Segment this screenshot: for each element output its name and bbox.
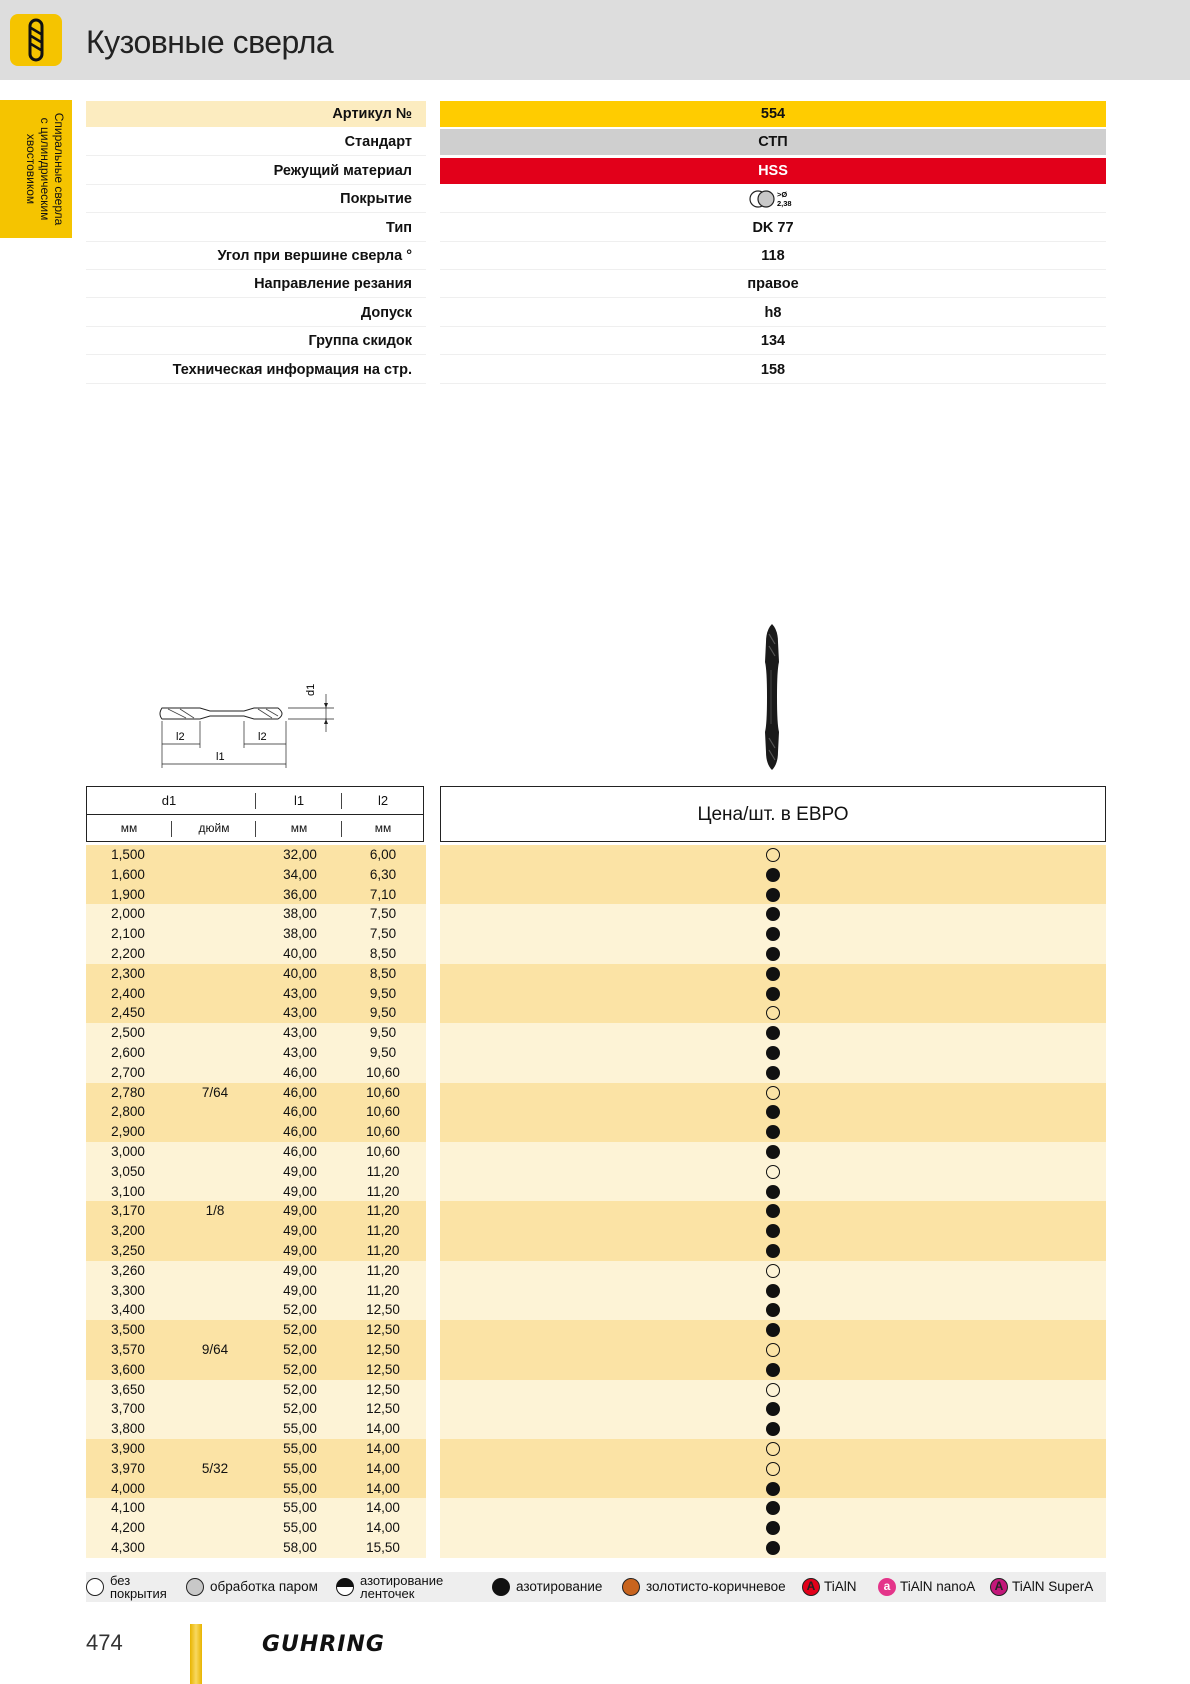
- diagram-l2-right-label: l2: [258, 731, 267, 743]
- table-row: [86, 1063, 1106, 1083]
- cell-d1-mm: 3,170: [111, 1203, 145, 1219]
- land-nitrided-icon: [336, 1578, 354, 1596]
- spec-row-angle: [86, 243, 1106, 271]
- table-row: [86, 984, 1106, 1004]
- th-rule: [87, 814, 423, 815]
- cell-l2: 14,00: [366, 1421, 400, 1437]
- spec-table: [86, 101, 1106, 385]
- cell-l1: 43,00: [283, 1025, 317, 1041]
- spec-row-standard: [86, 129, 1106, 157]
- spec-label: Артикул №: [86, 101, 426, 127]
- cell-l1: 55,00: [283, 1421, 317, 1437]
- cell-l2: 6,00: [369, 847, 397, 862]
- spec-row-material: [86, 158, 1106, 186]
- spec-value: 554: [440, 101, 1106, 127]
- table-row: [86, 1182, 1106, 1202]
- cell-d1-mm: 2,600: [111, 1044, 145, 1060]
- on-request-circle-icon: [766, 1264, 780, 1278]
- cell-d1-mm: 3,100: [111, 1183, 145, 1199]
- on-request-circle-icon: [766, 1383, 780, 1397]
- cell-l1: 46,00: [283, 1084, 317, 1100]
- spec-value: h8: [440, 300, 1106, 327]
- spec-value: 158: [440, 357, 1106, 384]
- legend-label: TiAlN nanoA: [900, 1579, 976, 1594]
- legend-item-tialn: [802, 1572, 886, 1602]
- in-stock-dot-icon: [766, 1363, 780, 1377]
- page-number: 474: [86, 1630, 123, 1655]
- legend-item-tialn-supera: [990, 1572, 1106, 1602]
- side-tab-line: Спиральные сверла: [52, 112, 66, 226]
- cell-l1: 32,00: [283, 847, 317, 862]
- cell-l1: 43,00: [283, 1005, 317, 1021]
- brand-logo: GUHRING: [262, 1632, 385, 1657]
- table-row: [86, 1340, 1106, 1360]
- cell-d1-mm: 3,500: [111, 1322, 145, 1338]
- spec-label: Техническая информация на стр.: [86, 357, 426, 384]
- in-stock-dot-icon: [766, 1521, 780, 1535]
- cell-l2: 11,20: [366, 1163, 400, 1179]
- cell-l1: 52,00: [283, 1401, 317, 1417]
- tialn-supera-icon: A: [990, 1578, 1008, 1596]
- table-row: [86, 1320, 1106, 1340]
- th-divider: [255, 821, 256, 837]
- cell-d1-mm: 3,200: [111, 1223, 145, 1239]
- legend-label: [110, 1574, 167, 1600]
- legend-item-gold-brown: [622, 1572, 802, 1602]
- spec-row-discount: [86, 328, 1106, 356]
- table-row: [86, 1399, 1106, 1419]
- drill-photo: [752, 622, 792, 772]
- table-row: [86, 1360, 1106, 1380]
- th-divider: [255, 793, 256, 809]
- cell-d1-inch: 7/64: [201, 1084, 229, 1100]
- cell-l1: 49,00: [283, 1262, 317, 1278]
- side-tab-line: хвостовиком: [24, 133, 38, 205]
- spec-label: Угол при вершине сверла °: [86, 243, 426, 270]
- spec-value-coating: [440, 186, 1106, 213]
- cell-l2: 9,50: [369, 1044, 397, 1060]
- cell-d1-mm: 3,700: [111, 1401, 145, 1417]
- cell-l1: 49,00: [283, 1203, 317, 1219]
- table-row: [86, 1102, 1106, 1122]
- th-divider: [341, 793, 342, 809]
- cell-d1-mm: 3,900: [111, 1440, 145, 1456]
- table-header-dimensions: [86, 786, 424, 842]
- cell-d1-mm: 2,780: [111, 1084, 145, 1100]
- in-stock-dot-icon: [766, 888, 780, 902]
- cell-l1: 43,00: [283, 1044, 317, 1060]
- cell-l2: 7,10: [369, 886, 397, 902]
- legend: [86, 1572, 1106, 1602]
- cell-l2: 8,50: [369, 965, 397, 981]
- legend-line: покрытия: [110, 1586, 167, 1601]
- diagram-d1-label: d1: [305, 683, 317, 696]
- legend-label: обработка паром: [210, 1579, 318, 1594]
- table-row: [86, 1281, 1106, 1301]
- table-row: [86, 1300, 1106, 1320]
- in-stock-dot-icon: [766, 1284, 780, 1298]
- cell-l1: 49,00: [283, 1183, 317, 1199]
- page-title: Кузовные сверла: [86, 24, 334, 60]
- cell-l1: 43,00: [283, 985, 317, 1001]
- cell-l2: 11,20: [366, 1282, 400, 1298]
- cell-d1-mm: 3,970: [111, 1460, 145, 1476]
- product-rows: [86, 845, 1106, 1558]
- in-stock-dot-icon: [766, 987, 780, 1001]
- cell-l1: 55,00: [283, 1460, 317, 1476]
- legend-label: азотирование: [516, 1579, 603, 1594]
- spec-row-type: [86, 215, 1106, 243]
- side-tab: [0, 100, 72, 238]
- table-row: [86, 1380, 1106, 1400]
- table-row: [86, 964, 1106, 984]
- cell-l1: 52,00: [283, 1341, 317, 1357]
- cell-l1: 36,00: [283, 886, 317, 902]
- cell-l2: 9,50: [369, 1005, 397, 1021]
- in-stock-dot-icon: [766, 947, 780, 961]
- legend-line: без: [110, 1573, 131, 1588]
- cell-d1-inch: 1/8: [205, 1203, 225, 1219]
- cell-l2: 6,30: [369, 866, 397, 882]
- in-stock-dot-icon: [766, 1482, 780, 1496]
- in-stock-dot-icon: [766, 1185, 780, 1199]
- cell-d1-mm: 3,800: [111, 1421, 145, 1437]
- table-row: [86, 845, 1106, 865]
- cell-l1: 49,00: [283, 1163, 317, 1179]
- th-inch: дюйм: [198, 821, 230, 835]
- spec-label: Группа скидок: [86, 328, 426, 355]
- spec-row-direction: [86, 271, 1106, 299]
- spec-value: HSS: [440, 158, 1106, 184]
- table-row: [86, 924, 1106, 944]
- cell-d1-mm: 3,000: [111, 1143, 145, 1159]
- th-mm: мм: [120, 821, 138, 835]
- drill-dimension-diagram: [154, 676, 364, 776]
- cell-l2: 15,50: [366, 1539, 400, 1555]
- cell-d1-mm: 3,570: [111, 1341, 145, 1357]
- cell-d1-mm: 1,500: [111, 847, 145, 862]
- cell-d1-mm: 3,250: [111, 1242, 145, 1258]
- table-row: [86, 1122, 1106, 1142]
- cell-d1-inch: 9/64: [201, 1341, 229, 1357]
- cell-l2: 10,60: [366, 1064, 400, 1080]
- table-row: [86, 885, 1106, 905]
- table-row: [86, 1201, 1106, 1221]
- gold-brown-icon: [622, 1578, 640, 1596]
- th-d1: d1: [161, 793, 177, 808]
- in-stock-dot-icon: [766, 1046, 780, 1060]
- table-row: [86, 1261, 1106, 1281]
- cell-l1: 34,00: [283, 866, 317, 882]
- table-row: [86, 1498, 1106, 1518]
- cell-l1: 55,00: [283, 1480, 317, 1496]
- legend-item-tialn-nanoa: [878, 1572, 990, 1602]
- spec-label: Режущий материал: [86, 158, 426, 185]
- in-stock-dot-icon: [766, 1244, 780, 1258]
- cell-l2: 14,00: [366, 1500, 400, 1516]
- cell-d1-mm: 4,100: [111, 1500, 145, 1516]
- cell-l2: 11,20: [366, 1262, 400, 1278]
- spec-row-article: [86, 101, 1106, 129]
- cell-d1-mm: 4,300: [111, 1539, 145, 1555]
- cell-l1: 46,00: [283, 1104, 317, 1120]
- table-row: [86, 1538, 1106, 1558]
- cell-l2: 12,50: [366, 1361, 400, 1377]
- cell-l2: 11,20: [366, 1223, 400, 1239]
- on-request-circle-icon: [766, 1442, 780, 1456]
- on-request-circle-icon: [766, 1343, 780, 1357]
- table-row: [86, 1241, 1106, 1261]
- cell-l2: 14,00: [366, 1460, 400, 1476]
- cell-l2: 14,00: [366, 1520, 400, 1536]
- nitrided-icon: [492, 1578, 510, 1596]
- cell-d1-mm: 4,200: [111, 1520, 145, 1536]
- cell-l1: 52,00: [283, 1302, 317, 1318]
- in-stock-dot-icon: [766, 967, 780, 981]
- cell-l1: 55,00: [283, 1520, 317, 1536]
- table-row: [86, 1162, 1106, 1182]
- spec-label: Направление резания: [86, 271, 426, 298]
- side-tab-text: [6, 104, 66, 234]
- cell-l2: 10,60: [366, 1124, 400, 1140]
- cell-d1-mm: 2,800: [111, 1104, 145, 1120]
- cell-d1-mm: 3,400: [111, 1302, 145, 1318]
- uncoated-icon: [86, 1578, 104, 1596]
- cell-l2: 12,50: [366, 1381, 400, 1397]
- spec-row-coating: [86, 186, 1106, 214]
- th-l2-mm: мм: [374, 821, 392, 835]
- th-divider: [171, 821, 172, 837]
- table-row: [86, 1043, 1106, 1063]
- table-row: [86, 904, 1106, 924]
- table-row: [86, 1479, 1106, 1499]
- cell-d1-mm: 2,300: [111, 965, 145, 981]
- spec-value: СТП: [440, 129, 1106, 155]
- spec-label: Стандарт: [86, 129, 426, 156]
- legend-item-land-nitrided: [336, 1572, 486, 1602]
- spec-row-techinfo: [86, 357, 1106, 385]
- cell-l1: 58,00: [283, 1539, 317, 1555]
- table-row: [86, 944, 1106, 964]
- cell-l1: 46,00: [283, 1064, 317, 1080]
- cell-d1-inch: 5/32: [201, 1460, 229, 1476]
- price-header: Цена/шт. в ЕВРО: [697, 804, 849, 825]
- legend-label: [360, 1574, 443, 1600]
- cell-l1: 49,00: [283, 1282, 317, 1298]
- cell-l1: 38,00: [283, 926, 317, 942]
- cell-l1: 38,00: [283, 906, 317, 922]
- spec-label: Допуск: [86, 300, 426, 327]
- cell-l2: 11,20: [366, 1183, 400, 1199]
- legend-item-uncoated: [86, 1572, 186, 1602]
- spec-row-tolerance: [86, 300, 1106, 328]
- cell-d1-mm: 3,300: [111, 1282, 145, 1298]
- cell-l2: 10,60: [366, 1084, 400, 1100]
- table-row: [86, 1419, 1106, 1439]
- cell-l2: 10,60: [366, 1143, 400, 1159]
- cell-l2: 7,50: [369, 926, 397, 942]
- cell-d1-mm: 3,650: [111, 1381, 145, 1397]
- in-stock-dot-icon: [766, 1145, 780, 1159]
- tialn-icon: A: [802, 1578, 820, 1596]
- cell-d1-mm: 2,500: [111, 1025, 145, 1041]
- cell-d1-mm: 2,200: [111, 945, 145, 961]
- spec-value: правое: [440, 271, 1106, 298]
- cell-d1-mm: 2,450: [111, 1005, 145, 1021]
- spec-value: 134: [440, 328, 1106, 355]
- cell-d1-mm: 3,260: [111, 1262, 145, 1278]
- legend-label: золотисто-коричневое: [646, 1579, 786, 1594]
- footer-stripe: [190, 1624, 202, 1684]
- cell-l1: 46,00: [283, 1124, 317, 1140]
- cell-l2: 8,50: [369, 945, 397, 961]
- th-l2: l2: [377, 793, 389, 808]
- coating-note-bottom: 2,38: [777, 199, 792, 209]
- table-row: [86, 865, 1106, 885]
- table-row: [86, 1003, 1106, 1023]
- cell-l2: 9,50: [369, 985, 397, 1001]
- cell-d1-mm: 1,600: [111, 866, 145, 882]
- cell-l2: 10,60: [366, 1104, 400, 1120]
- table-row: [86, 1023, 1106, 1043]
- diagram-l1-label: l1: [216, 751, 225, 763]
- legend-label: TiAlN: [824, 1579, 857, 1594]
- cell-l1: 40,00: [283, 945, 317, 961]
- cell-l2: 11,20: [366, 1203, 400, 1219]
- on-request-circle-icon: [766, 1165, 780, 1179]
- cell-l1: 52,00: [283, 1361, 317, 1377]
- on-request-circle-icon: [766, 1462, 780, 1476]
- on-request-circle-icon: [766, 1086, 780, 1100]
- spec-value: 118: [440, 243, 1106, 270]
- in-stock-dot-icon: [766, 1422, 780, 1436]
- table-header-price: [440, 786, 1106, 842]
- side-tab-line: с цилиндрическим: [38, 117, 52, 221]
- on-request-circle-icon: [766, 848, 780, 862]
- table-row: [86, 1439, 1106, 1459]
- cell-l2: 12,50: [366, 1302, 400, 1318]
- legend-line: азотирование: [360, 1573, 444, 1588]
- cell-l2: 7,50: [369, 906, 397, 922]
- cell-d1-mm: 2,000: [111, 906, 145, 922]
- table-row: [86, 1518, 1106, 1538]
- cell-d1-mm: 3,050: [111, 1163, 145, 1179]
- cell-d1-mm: 4,000: [111, 1480, 145, 1496]
- steam-treated-icon: [186, 1578, 204, 1596]
- table-row: [86, 1459, 1106, 1479]
- in-stock-dot-icon: [766, 1541, 780, 1555]
- cell-l1: 49,00: [283, 1242, 317, 1258]
- coating-icon: [748, 188, 798, 210]
- cell-d1-mm: 1,900: [111, 886, 145, 902]
- cell-d1-mm: 2,400: [111, 985, 145, 1001]
- cell-d1-mm: 2,900: [111, 1124, 145, 1140]
- legend-item-steam: [186, 1572, 336, 1602]
- tialn-nanoa-icon: a: [878, 1578, 896, 1596]
- cell-l1: 52,00: [283, 1381, 317, 1397]
- cell-l1: 55,00: [283, 1440, 317, 1456]
- cell-l2: 11,20: [366, 1242, 400, 1258]
- spec-label: Тип: [86, 215, 426, 242]
- diagram-l2-left-label: l2: [176, 731, 185, 743]
- th-l1-mm: мм: [290, 821, 308, 835]
- th-divider: [341, 821, 342, 837]
- drill-icon: [10, 14, 62, 66]
- spec-value: DK 77: [440, 215, 1106, 242]
- cell-l2: 12,50: [366, 1341, 400, 1357]
- cell-l1: 46,00: [283, 1143, 317, 1159]
- cell-d1-mm: 3,600: [111, 1361, 145, 1377]
- table-row: [86, 1221, 1106, 1241]
- coating-note-top: >Ø: [777, 190, 788, 200]
- spec-label: Покрытие: [86, 186, 426, 213]
- cell-l2: 14,00: [366, 1480, 400, 1496]
- in-stock-dot-icon: [766, 1066, 780, 1080]
- cell-l1: 40,00: [283, 965, 317, 981]
- table-row: [86, 1083, 1106, 1103]
- cell-l2: 9,50: [369, 1025, 397, 1041]
- cell-d1-mm: 2,700: [111, 1064, 145, 1080]
- cell-l1: 49,00: [283, 1223, 317, 1239]
- legend-label: TiAlN SuperA: [1012, 1579, 1094, 1594]
- legend-item-nitrided: [492, 1572, 620, 1602]
- cell-l2: 12,50: [366, 1322, 400, 1338]
- table-row: [86, 1142, 1106, 1162]
- legend-line: ленточек: [360, 1586, 415, 1601]
- in-stock-dot-icon: [766, 868, 780, 882]
- cell-l2: 14,00: [366, 1440, 400, 1456]
- cell-l1: 52,00: [283, 1322, 317, 1338]
- th-l1: l1: [293, 793, 305, 808]
- cell-l1: 55,00: [283, 1500, 317, 1516]
- cell-d1-mm: 2,100: [111, 926, 145, 942]
- cell-l2: 12,50: [366, 1401, 400, 1417]
